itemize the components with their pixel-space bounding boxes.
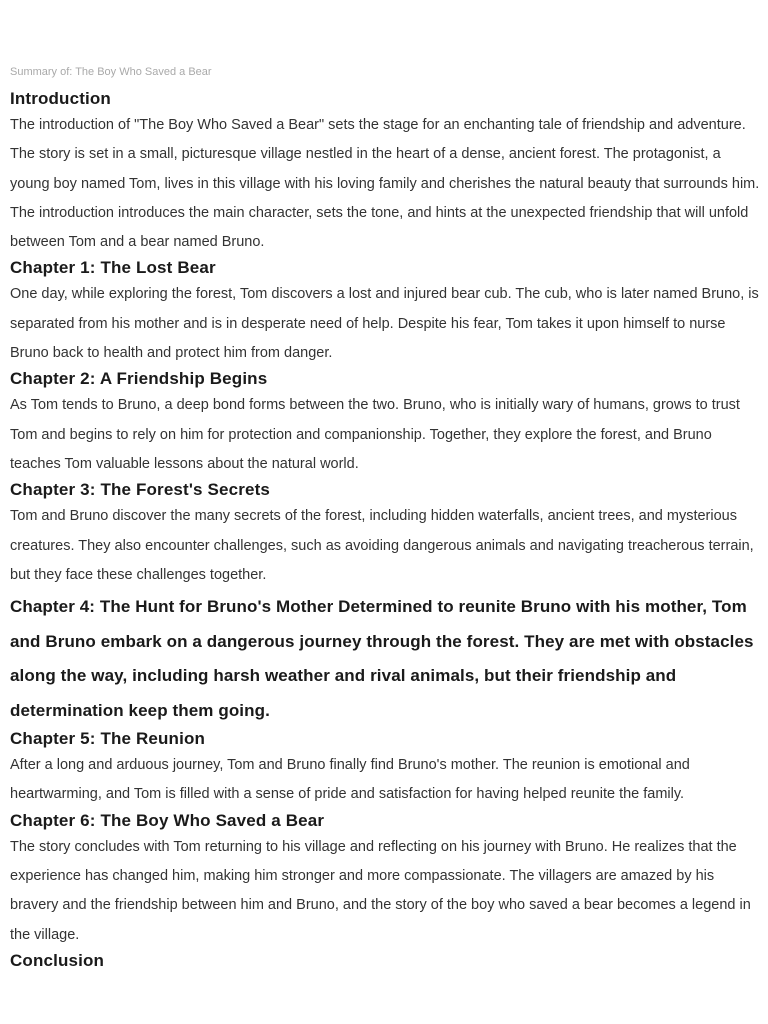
section-body: One day, while exploring the forest, Tom discovers a lost and injured bear cub. The cub, who is later named Bruno, is separated from his mother and is in desperate need of help. Despite his fear, Tom takes it upon himself to nurse Bruno back to health and protect him from danger.: [10, 286, 759, 362]
section-chapter-3: [10, 479, 762, 590]
section-heading: Chapter 4: The Hunt for Bruno's Mother Determined to reunite Bruno with his mother, Tom and Bruno embark on a dangerous journey through the forest. They are met with obstacles along the way, including harsh weather and rival animals, but their friendship and determination keep them going.: [10, 597, 754, 720]
document-label: Summary of: The Boy Who Saved a Bear: [10, 66, 212, 78]
section-introduction: [10, 88, 762, 257]
section-body: As Tom tends to Bruno, a deep bond forms between the two. Bruno, who is initially wary of humans, grows to trust Tom and begins to rely on him for protection and companionship. Together, they explore the forest, and Bruno teaches Tom valuable lessons about the natural world.: [10, 397, 740, 472]
section-conclusion: [10, 950, 762, 972]
section-heading: Chapter 5: The Reunion: [10, 729, 206, 749]
section-body: The introduction of "The Boy Who Saved a Bear" sets the stage for an enchanting tale of friendship and adventure. The story is set in a small, picturesque village nestled in the heart of a dense, ancient forest. The protagonist, a young boy named Tom, lives in this village with his loving family and cherishes the natural beauty that surrounds him. The introduction introduces the main character, sets the tone, and hints at the unexpected friendship that will unfold between Tom and a bear named Bruno.: [10, 117, 760, 251]
section-chapter-5: [10, 728, 762, 810]
section-chapter-1: [10, 257, 762, 368]
section-heading: Introduction: [10, 89, 111, 108]
section-chapter-2: [10, 368, 762, 479]
section-heading: Chapter 3: The Forest's Secrets: [10, 480, 270, 500]
section-heading: Chapter 1: The Lost Bear: [10, 258, 216, 278]
section-heading: Conclusion: [10, 950, 105, 970]
document: [10, 64, 762, 972]
section-body: After a long and arduous journey, Tom and Bruno finally find Bruno's mother. The reunion is emotional and heartwarming, and Tom is filled with a sense of pride and satisfaction for having helped reunite the family.: [10, 757, 690, 803]
section-body: Tom and Bruno discover the many secrets of the forest, including hidden waterfalls, ancient trees, and mysterious creatures. They also encounter challenges, such as avoiding dangerous animals and navigating treacherous terrain, but they face these challenges together.: [10, 508, 754, 583]
section-chapter-6: [10, 810, 762, 950]
section-body: The story concludes with Tom returning to his village and reflecting on his journey with Bruno. He realizes that the experience has changed him, making him stronger and more compassionate. The villagers are amazed by his bravery and the friendship between him and Bruno, and the story of the boy who saved a bear becomes a legend in the village.: [10, 838, 751, 943]
section-heading: Chapter 2: A Friendship Begins: [10, 369, 268, 389]
section-chapter-4: [10, 590, 762, 728]
section-heading: Chapter 6: The Boy Who Saved a Bear: [10, 810, 325, 830]
